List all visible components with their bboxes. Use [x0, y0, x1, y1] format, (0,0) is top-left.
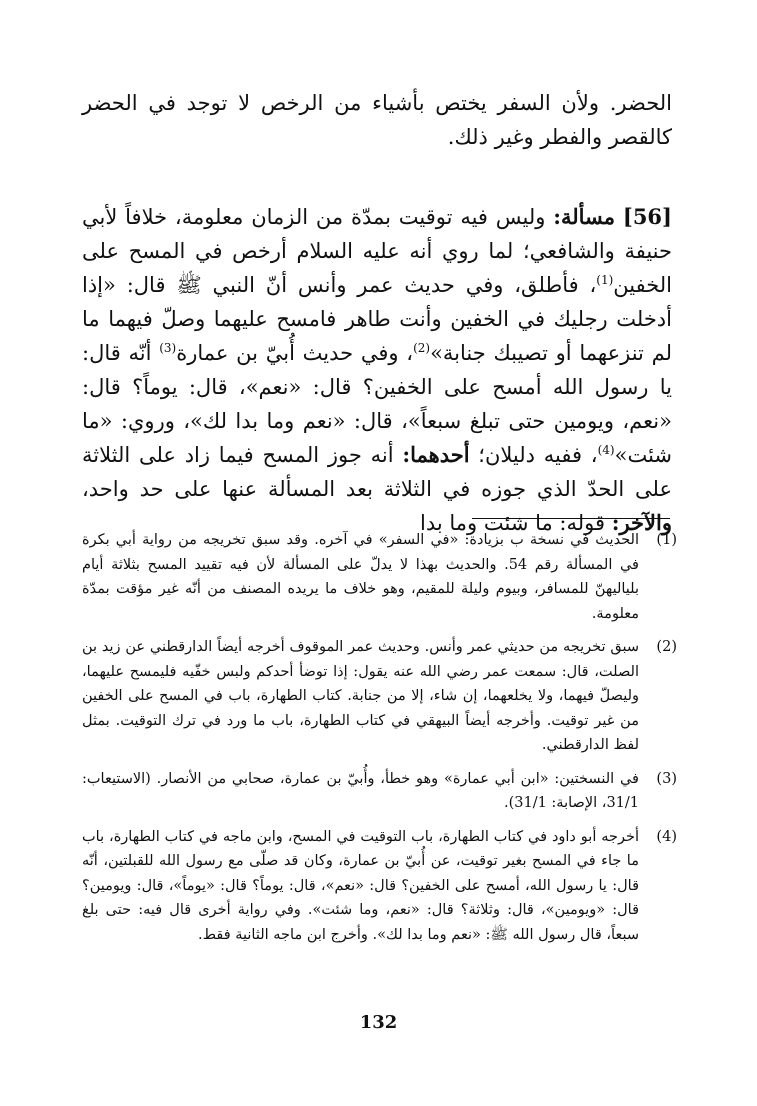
footnote-divider — [472, 518, 670, 519]
footnote-3 — [82, 767, 677, 816]
footnote-ref-4[interactable]: (4) — [597, 443, 615, 457]
footnote-text: في النسختين: «ابن أبي عمارة» وهو خطأ، وأُبيّ بن عمارة، صحابي من الأنصار. (الاستيعاب: 31/1، الإصابة: 31/1). — [82, 770, 639, 811]
footnote-text: أخرجه أبو داود في كتاب الطهارة، باب التوقيت في المسح، وابن ماجه في كتاب الطهارة، باب ما جاء في المسح بغير توقيت، عن أُبيّ بن عمارة، وكان قد صلّى مع رسول الله للقبلتين، أنّه قال: يا رسول الله، أمسح على الخفين؟ قال: «نعم»، قال: يوماً؟ قال: «يوماً»، قال: ويومين؟ قال: «ويومين»، قال: وثلاثة؟ قال: «نعم، وما شئت». وفي رواية أخرى قال فيه: حتى بلغ سبعاً، قال رسول الله ﷺ: «نعم وما بدا لك». وأخرج ابن ماجه الثانية فقط. — [82, 828, 639, 943]
issue-text: ، ففيه دليلان؛ — [469, 443, 598, 467]
issue-text: ، وفي حديث أُبيّ بن عمارة — [176, 341, 414, 365]
footnote-number: (4) — [656, 828, 677, 845]
footnote-number: (1) — [656, 532, 677, 548]
page-number: 132 — [359, 1012, 398, 1033]
issue-text: وليس فيه توقيت بمدّة من الزمان معلومة، خلافاً لأبي حنيفة والشافعي؛ لما روي أنه عليه السلام أرخص في المسح على الخفين — [82, 205, 672, 297]
footnote-ref-2[interactable]: (2) — [413, 341, 431, 355]
issue-text: أنه جوز المسح فيما زاد على الثلاثة على الحدّ الذي جوزه في الثلاثة بعد المسألة عنها على حد واحد، — [82, 443, 672, 501]
second-argument-label: والآخر: — [611, 510, 672, 535]
footnote-text: سبق تخريجه من حديثي عمر وأنس. وحديث عمر الموقوف أخرجه أيضاً الدارقطني عن زيد بن الصلت، قال: سمعت عمر رضي الله عنه يقول: إذا توضأ أحدكم ولبس خفّيه فليمسح عليهما، وليصلّ فيهما، ولا يخلعهما، إن شاء، إلا من جنابة. كتاب الطهارة، باب في المسح على الخفين من غير توقيت. وأخرجه أيضاً البيهقي في كتاب الطهارة، باب ما ورد في ترك التوقيت. بمثل لفظ الدارقطني. — [82, 639, 639, 753]
footnote-text: الحديث في نسخة ب بزيادة: «في السفر» في آخره. وقد سبق تخريجه من رواية أبي بكرة في المسألة رقم 54. والحديث بهذا لا يدلّ على المسألة لأن فيه تقييد المسح بثلاثة أيام بلياليهنّ للمسافر، وبيوم وليلة للمقيم، وهو خلاف ما يريده المصنف من أنّه غير مؤقت بمدّة معلومة. — [82, 532, 639, 622]
issue-text: ، فأطلق، وفي حديث عمر وأنس أنّ النبي ﷺ قال: «إذا أدخلت رجليك في الخفين وأنت طاهر فامسح عليهما وصلّ فيهما ما لم تنزعهما أو تصيبك جنابة» — [82, 273, 672, 365]
footnote-number: (2) — [656, 639, 677, 655]
first-argument-label: أحدهما: — [402, 442, 470, 467]
paragraph-continuation: الحضر. ولأن السفر يختص بأشياء من الرخص لا توجد في الحضر كالقصر والفطر وغير ذلك. — [82, 91, 672, 149]
footnote-4 — [82, 825, 677, 948]
footnote-2 — [82, 635, 677, 758]
issue-paragraph — [82, 200, 672, 540]
footnote-1 — [82, 528, 677, 626]
footnotes — [82, 528, 677, 956]
footnote-ref-3[interactable]: (3) — [159, 341, 177, 355]
issue-text: أنّه قال: يا رسول الله أمسح على الخفين؟ قال: «نعم»، قال: يوماً؟ قال: «نعم، ويومين حتى تبلغ سبعاً»، قال: «نعم وما بدا لك»، وروي: «ما شئت» — [82, 341, 672, 467]
footnote-number: (3) — [656, 770, 677, 787]
issue-text: قوله: ما شئت وما بدا — [420, 511, 612, 535]
footnote-ref-1[interactable]: (1) — [596, 273, 614, 287]
issue-label: مسألة: — [553, 204, 616, 229]
issue-number: [56] — [622, 204, 672, 229]
